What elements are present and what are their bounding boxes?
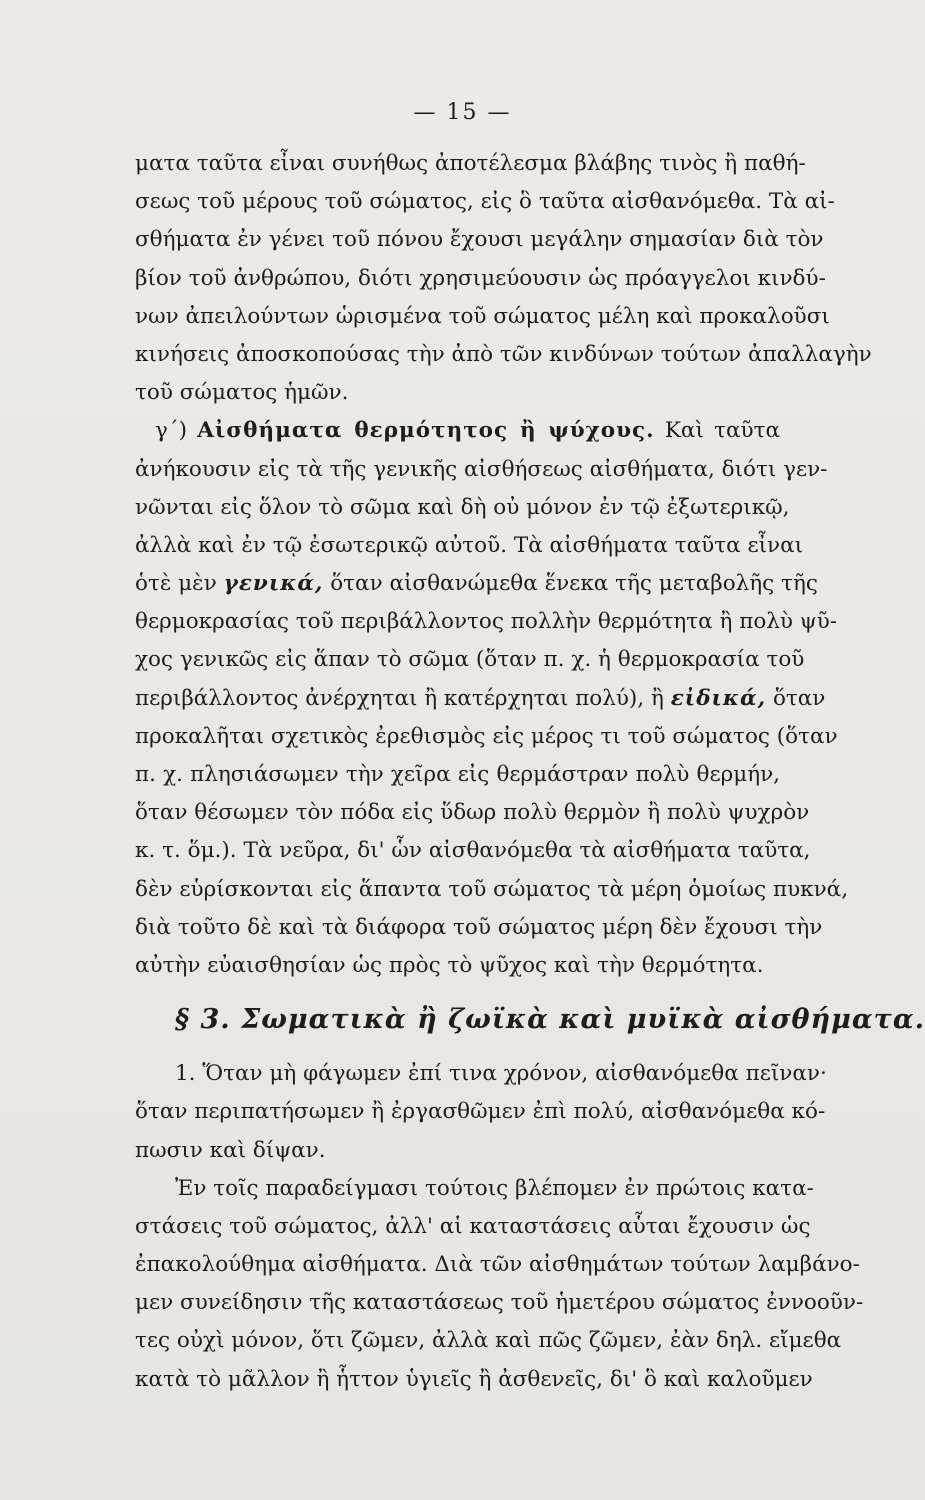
subsection-title: Αἰσθήματα θερμότητος ἢ ψύχους. [197, 418, 655, 444]
text-fragment: περιβάλλοντος ἀνέρχηται ἢ κατέρχηται πολύ), ἢ [135, 685, 664, 711]
text-line: ματα ταῦτα εἶναι συνήθως ἀποτέλεσμα βλάβης τινὸς ἢ παθή- [135, 151, 806, 176]
text-line: προκαλῆται σχετικὸς ἐρεθισμὸς εἰς μέρος τι τοῦ σώματος (ὅταν [135, 723, 838, 749]
text-line: ὅταν περιπατήσωμεν ἢ ἐργασθῶμεν ἐπὶ πολύ, αἰσθανόμεθα κό- [135, 1099, 826, 1125]
text-line: νων ἀπειλούντων ὡρισμένα τοῦ σώματος μέλη καὶ προκαλοῦσι [135, 303, 830, 329]
text-line: 1. Ὅταν μὴ φάγωμεν ἐπί τινα χρόνον, αἰσθανόμεθα πεῖναν· [175, 1061, 827, 1087]
text-fragment: ὅταν αἰσθανώμεθα ἕνεκα τῆς μεταβολῆς τῆς [330, 571, 818, 597]
text-line: μεν συνείδησιν τῆς καταστάσεως τοῦ ἡμετέρου σώματος ἐννοοῦν- [135, 1290, 864, 1316]
text-line [135, 680, 826, 718]
text-line: σθήματα ἐν γένει τοῦ πόνου ἔχουσι μεγάλην σημασίαν διὰ τὸν [135, 227, 824, 253]
emphasis-genika: γενικά, [223, 571, 324, 597]
text-line: νῶνται εἰς ὅλον τὸ σῶμα καὶ δὴ οὐ μόνον ἐν τῷ ἐξωτερικῷ, [135, 494, 790, 520]
text-line: τοῦ σώματος ἡμῶν. [135, 380, 349, 406]
subsection-label: γ΄) [155, 418, 187, 444]
text-line: Ἐν τοῖς παραδείγμασι τούτοις βλέπομεν ἐν πρώτοις κατα- [175, 1175, 814, 1201]
page-number: — 15 — [413, 100, 512, 125]
text-line [135, 565, 818, 603]
text-line: κινήσεις ἀποσκοπούσας τὴν ἀπὸ τῶν κινδύνων τούτων ἀπαλλαγὴν [135, 341, 872, 367]
body-text [135, 145, 925, 1399]
text-line: τες οὐχὶ μόνον, ὅτι ζῶμεν, ἀλλὰ καὶ πῶς ζῶμεν, ἐὰν δηλ. εἴμεθα [135, 1328, 842, 1354]
text-line: ἀνήκουσιν εἰς τὰ τῆς γενικῆς αἰσθήσεως αἰσθήματα, διότι γεν- [135, 456, 828, 482]
text-line: θερμοκρασίας τοῦ περιβάλλοντος πολλὴν θερμότητα ἢ πολὺ ψῦ- [135, 609, 838, 635]
text-line: αὐτὴν εὐαισθησίαν ὡς πρὸς τὸ ψῦχος καὶ τὴν θερμότητα. [135, 952, 764, 978]
subsection-rest: Καὶ ταῦτα [664, 418, 780, 444]
subsection-line [135, 412, 780, 450]
text-line: πωσιν καὶ δίψαν. [135, 1137, 326, 1163]
text-line: κ. τ. ὅμ.). Τὰ νεῦρα, δι' ὧν αἰσθανόμεθα τὰ αἰσθήματα ταῦτα, [135, 838, 811, 864]
section-heading: § 3. Σωματικὰ ἢ ζωϊκὰ καὶ μυϊκὰ αἰσθήματα. [175, 1004, 925, 1036]
text-line: βίον τοῦ ἀνθρώπου, διότι χρησιμεύουσιν ὡς πρόαγγελοι κινδύ- [135, 265, 826, 291]
text-line: στάσεις τοῦ σώματος, ἀλλ' αἱ καταστάσεις αὗται ἔχουσιν ὡς [135, 1213, 811, 1239]
text-line: διὰ τοῦτο δὲ καὶ τὰ διάφορα τοῦ σώματος μέρη δὲν ἔχουσι τὴν [135, 914, 823, 940]
text-fragment: ὁτὲ μὲν [135, 571, 217, 597]
text-line: ὅταν θέσωμεν τὸν πόδα εἰς ὕδωρ πολὺ θερμὸν ἢ πολὺ ψυχρὸν [135, 800, 810, 826]
text-line: δὲν εὑρίσκονται εἰς ἅπαντα τοῦ σώματος τὰ μέρη ὁμοίως πυκνά, [135, 876, 849, 902]
emphasis-eidika: εἰδικά, [670, 685, 767, 711]
text-line: κατὰ τὸ μᾶλλον ἢ ἧττον ὑγιεῖς ἢ ἀσθενεῖς, δι' ὃ καὶ καλοῦμεν [135, 1366, 813, 1392]
text-line: π. χ. πλησιάσωμεν τὴν χεῖρα εἰς θερμάστραν πολὺ θερμήν, [135, 762, 780, 787]
text-fragment: ὅταν [772, 685, 826, 711]
text-line: ἐπακολούθημα αἰσθήματα. Διὰ τῶν αἰσθημάτων τούτων λαμβάνο- [135, 1252, 860, 1278]
text-line: χος γενικῶς εἰς ἅπαν τὸ σῶμα (ὅταν π. χ. ἡ θερμοκρασία τοῦ [135, 647, 805, 673]
text-line: ἀλλὰ καὶ ἐν τῷ ἐσωτερικῷ αὐτοῦ. Τὰ αἰσθήματα ταῦτα εἶναι [135, 532, 804, 558]
text-line: σεως τοῦ μέρους τοῦ σώματος, εἰς ὃ ταῦτα αἰσθανόμεθα. Τὰ αἰ- [135, 189, 835, 215]
